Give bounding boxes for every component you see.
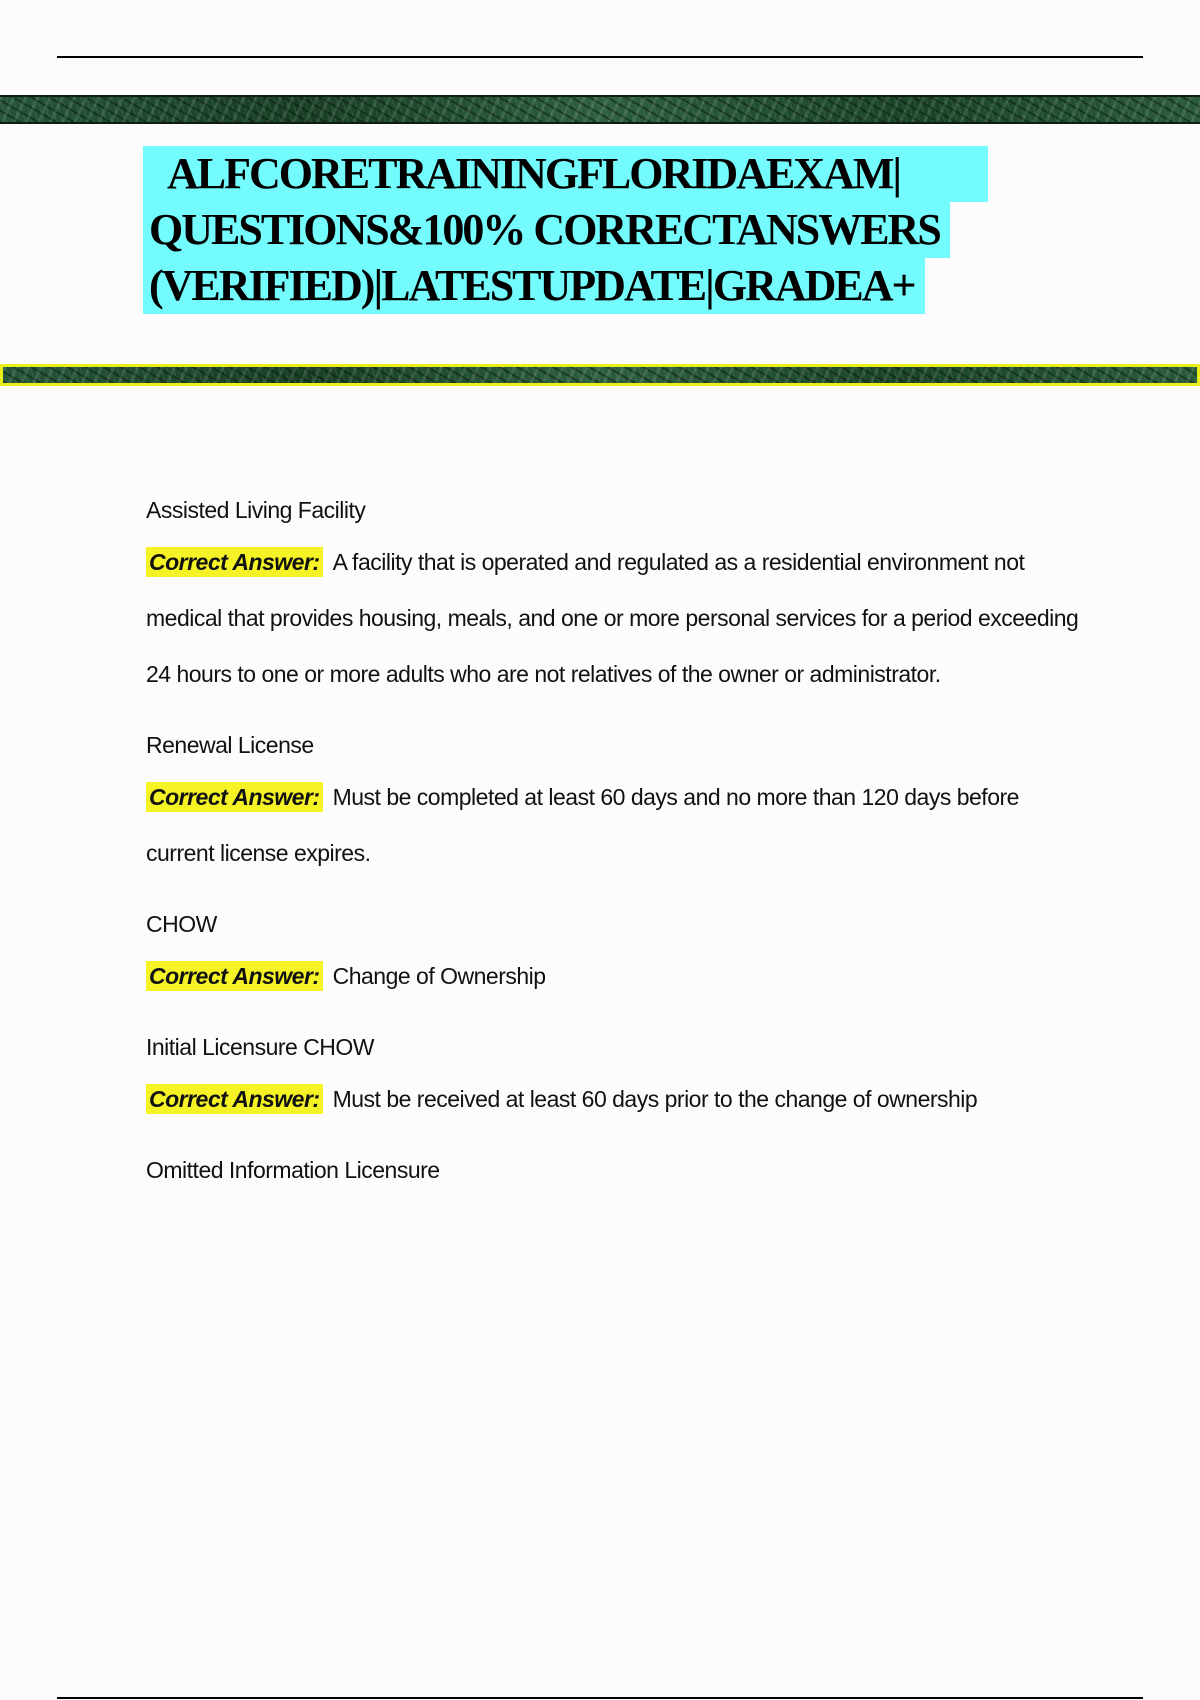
answer-body: Must be completed at least 60 days and no more than 120 days before current license expires.: [146, 784, 1019, 866]
title-line-2: QUESTIONS&100% CORRECTANSWERS: [143, 202, 950, 258]
qa-item: [146, 1155, 1086, 1185]
marble-band-top: [0, 95, 1200, 124]
question-text: Renewal License: [146, 732, 314, 758]
answer-body: Must be received at least 60 days prior to the change of ownership: [332, 1086, 978, 1112]
answer-text: [146, 1071, 1086, 1127]
correct-answer-label: Correct Answer:: [146, 1084, 323, 1114]
correct-answer-label: Correct Answer:: [146, 961, 323, 991]
marble-band-bottom: [0, 364, 1200, 386]
qa-item: [146, 730, 1086, 881]
qa-item: [146, 495, 1086, 702]
question-text: CHOW: [146, 911, 217, 937]
qa-item: [146, 909, 1086, 1004]
qa-list: [146, 495, 1086, 1213]
header-rule: [57, 56, 1143, 58]
qa-item: [146, 1032, 1086, 1127]
footer-rule: [57, 1697, 1143, 1699]
question-text: Assisted Living Facility: [146, 497, 366, 523]
document-title: [143, 146, 1093, 314]
answer-text: [146, 534, 1086, 702]
question-text: Omitted Information Licensure: [146, 1157, 440, 1183]
title-line-3: (VERIFIED)|LATESTUPDATE|GRADEA+: [143, 258, 925, 314]
answer-text: [146, 769, 1086, 881]
answer-body: A facility that is operated and regulated as a residential environment not medical that provides housing, meals, and one or more personal services for a period exceeding 24 hours to one or more adults who are not relatives of the owner or administrator.: [146, 549, 1079, 687]
title-line-1: ALFCORETRAININGFLORIDAEXAM|: [143, 146, 988, 202]
answer-body: Change of Ownership: [332, 963, 546, 989]
correct-answer-label: Correct Answer:: [146, 782, 323, 812]
answer-text: [146, 948, 1086, 1004]
question-text: Initial Licensure CHOW: [146, 1034, 375, 1060]
correct-answer-label: Correct Answer:: [146, 547, 323, 577]
